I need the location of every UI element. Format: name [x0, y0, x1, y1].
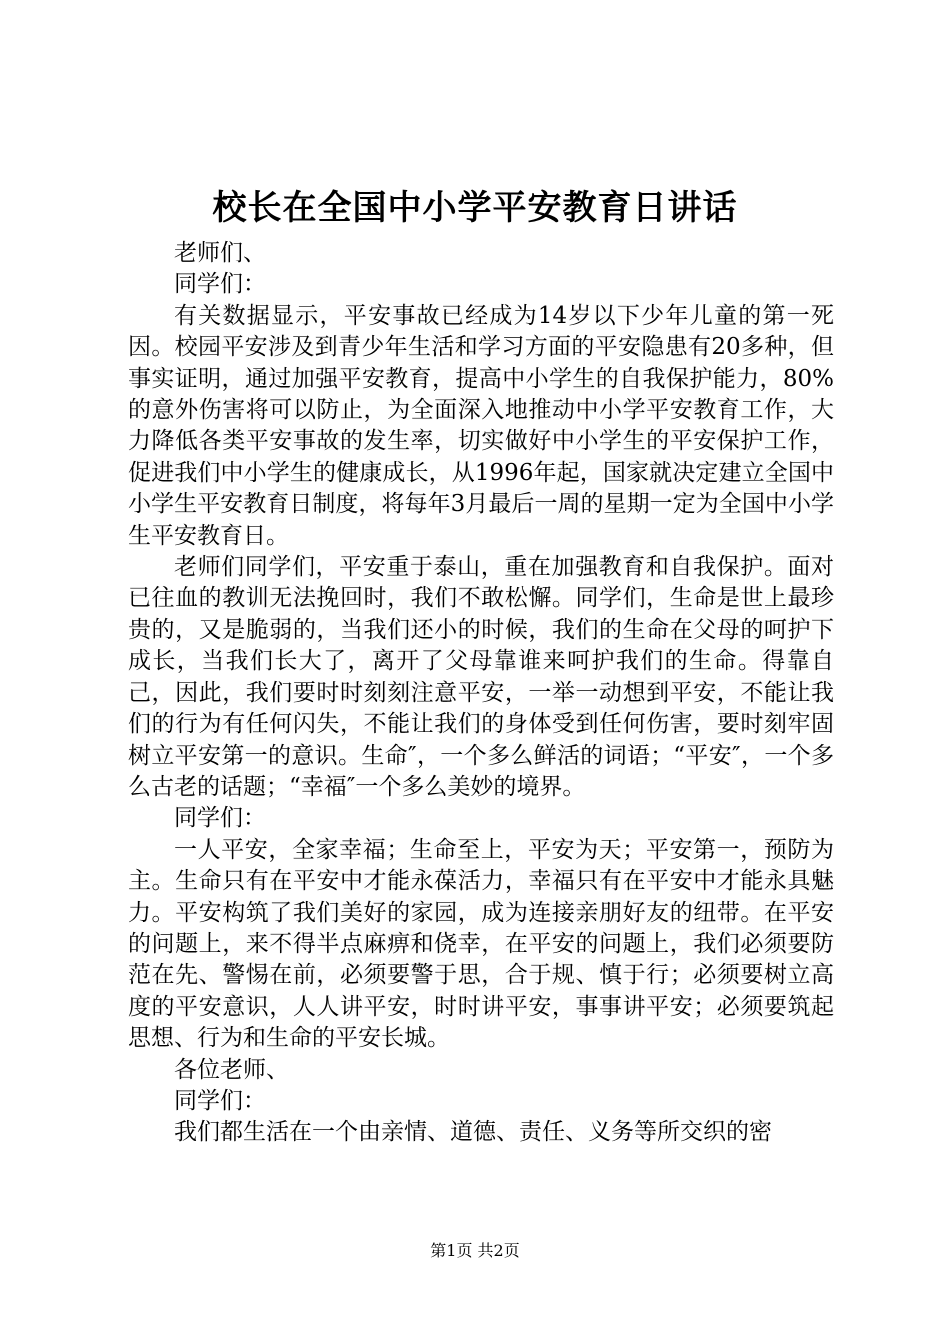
- paragraph-safety-first: 一人平安，全家幸福；生命至上，平安为天；平安第一，预防为主。生命只有在平安中才能永葆活力，幸福只有在平安中才能永具魅力。平安构筑了我们美好的家园，成为连接亲朋好友的纽带。在平安的问题上，来不得半点麻痹和侥幸，在平安的问题上，我们必须要防范在先、警惕在前，必须要警于思，合于规、慎于行；必须要树立高度的平安意识，人人讲平安，时时讲平安，事事讲平安；必须要筑起思想、行为和生命的平安长城。: [128, 836, 834, 1052]
- salutation-students-3: 同学们：: [174, 1087, 266, 1114]
- page-title: 校长在全国中小学平安教育日讲话: [212, 188, 738, 228]
- paragraph-safety-importance: 老师们同学们，平安重于泰山，重在加强教育和自我保护。面对已往血的教训无法挽回时，我们不敢松懈。同学们，生命是世上最珍贵的，又是脆弱的，当我们还小的时候，我们的生命在父母的呵护下成长，当我们长大了，离开了父母靠谁来呵护我们的生命。得靠自己，因此，我们要时时刻刻注意平安，一举一动想到平安，不能让我们的行为有任何闪失，不能让我们的身体受到任何伤害，要时刻牢固树立平安第一的意识。生命″，一个多么鲜活的词语；“平安″，一个多么古老的话题；“幸福″一个多么美妙的境界。: [128, 554, 834, 800]
- paragraph-closing-partial: 我们都生活在一个由亲情、道德、责任、义务等所交织的密: [174, 1119, 772, 1146]
- salutation-teachers: 老师们、: [174, 240, 266, 266]
- salutation-students-2: 同学们：: [174, 805, 266, 832]
- salutation-all-teachers: 各位老师、: [174, 1056, 289, 1083]
- document-body: [128, 238, 834, 1149]
- paragraph-statistics: 有关数据显示，平安事故已经成为14岁以下少年儿童的第一死因。校园平安涉及到青少年生活和学习方面的平安隐患有20多种，但事实证明，通过加强平安教育，提高中小学生的自我保护能力，80%的意外伤害将可以防止，为全面深入地推动中小学平安教育工作，大力降低各类平安事故的发生率，切实做好中小学生的平安保护工作，促进我们中小学生的健康成长，从1996年起，国家就决定建立全国中小学生平安教育日制度，将每年3月最后一周的星期一定为全国中小学生平安教育日。: [128, 302, 834, 549]
- salutation-students: 同学们：: [174, 271, 266, 298]
- page-number-footer: 第1页 共2页: [430, 1241, 520, 1260]
